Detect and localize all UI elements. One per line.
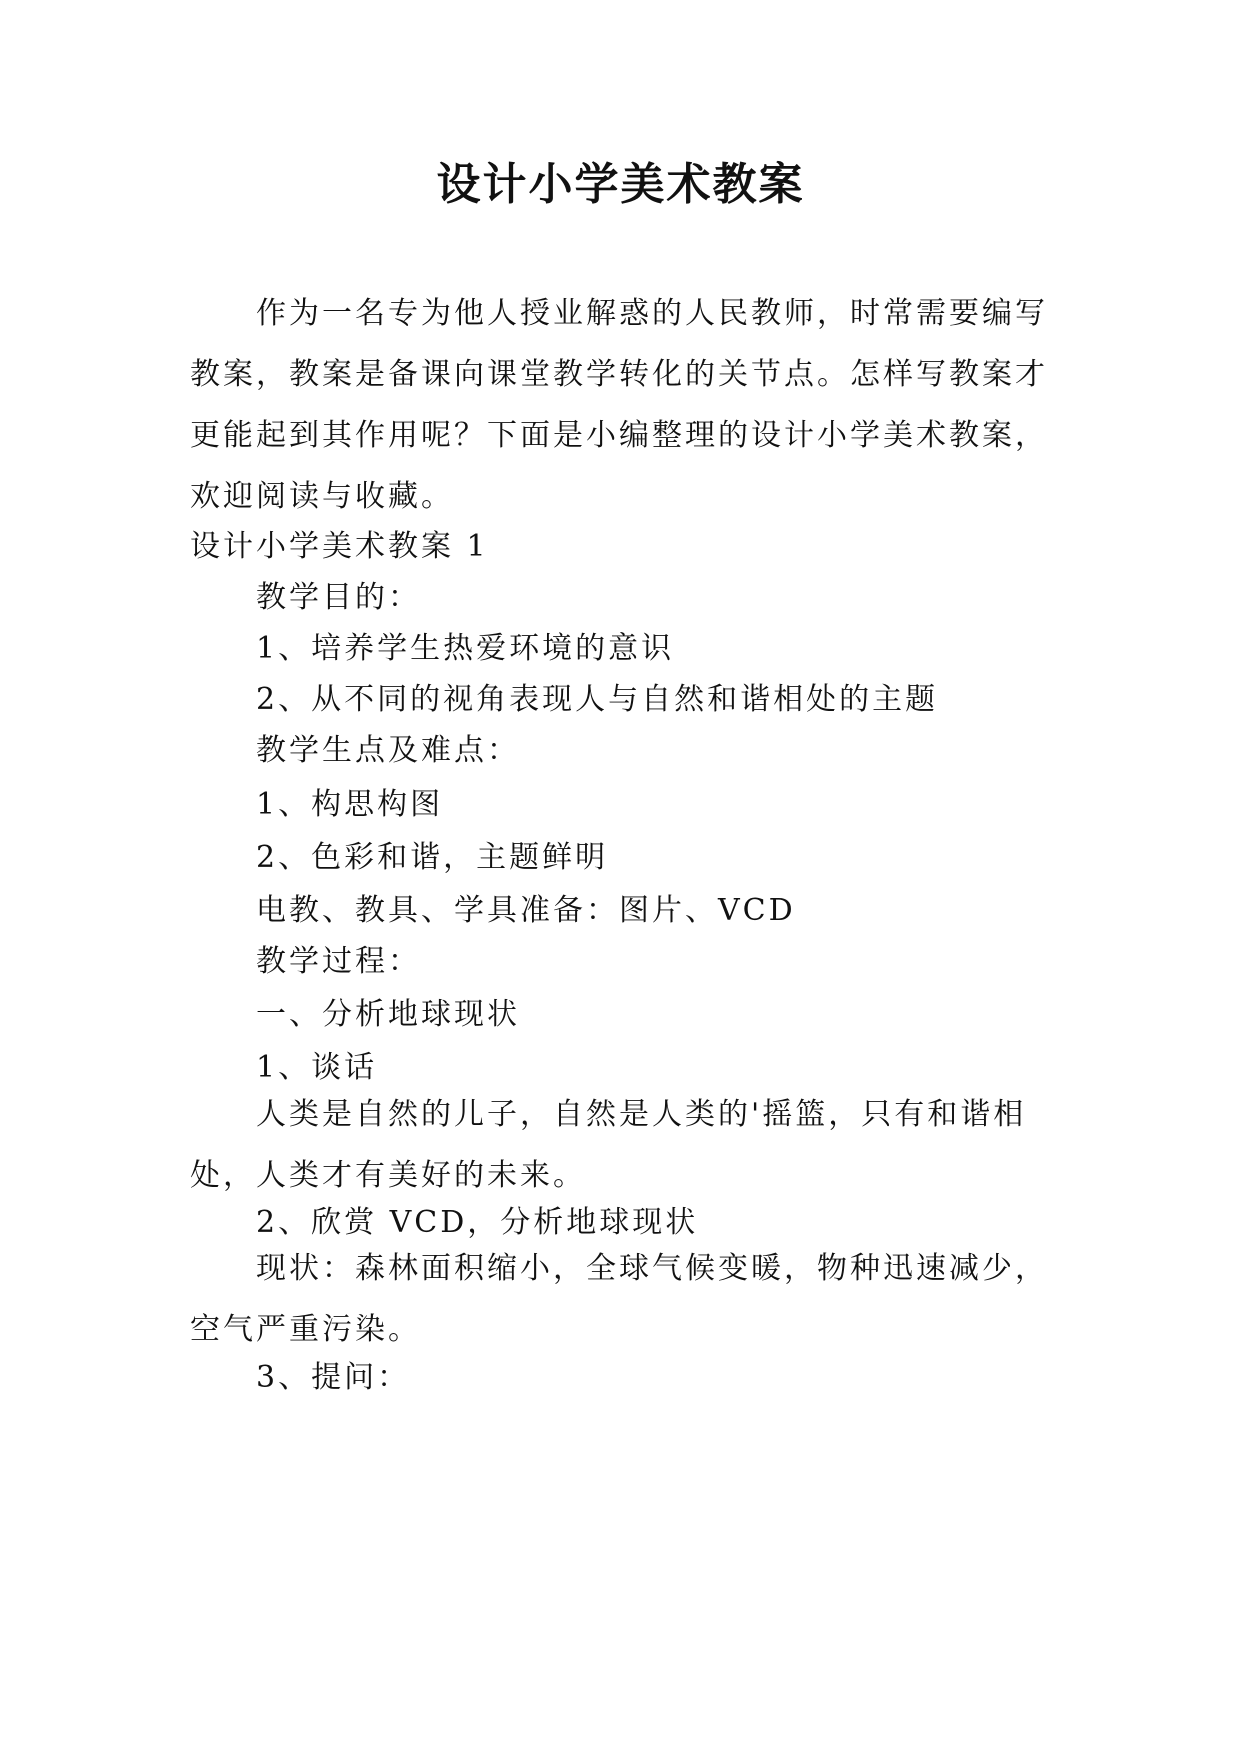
text-line: 1、培养学生热爱环境的意识	[256, 631, 675, 666]
intro-paragraph: 作为一名专为他人授业解惑的人民教师，时常需要编写教案，教案是备课向课堂教学转化的关节点。怎样写教案才更能起到其作用呢？下面是小编整理的设计小学美术教案，欢迎阅读与收藏。	[190, 296, 1048, 514]
paragraph-status: 现状：森林面积缩小，全球气候变暖，物种迅速减少，空气严重污染。	[190, 1251, 1048, 1347]
text-line: 2、从不同的视角表现人与自然和谐相处的主题	[256, 682, 939, 717]
text-line: 教学目的：	[256, 580, 421, 615]
section-heading: 设计小学美术教案 1	[190, 529, 489, 564]
text-line: 电教、教具、学具准备：图片、VCD	[256, 893, 796, 928]
paragraph-talk: 人类是自然的儿子，自然是人类的'摇篮，只有和谐相处，人类才有美好的未来。	[190, 1097, 1027, 1193]
text-line: 一、分析地球现状	[256, 997, 520, 1032]
text-line: 2、色彩和谐，主题鲜明	[256, 840, 609, 875]
text-line-vcd: 2、欣赏 VCD，分析地球现状	[256, 1205, 699, 1240]
document-title: 设计小学美术教案	[436, 159, 805, 210]
text-line: 教学生点及难点：	[256, 733, 520, 768]
text-line: 1、构思构图	[256, 787, 444, 822]
text-line-question: 3、提问：	[256, 1360, 411, 1395]
text-line: 教学过程：	[256, 944, 421, 979]
text-line: 1、谈话	[256, 1050, 378, 1085]
